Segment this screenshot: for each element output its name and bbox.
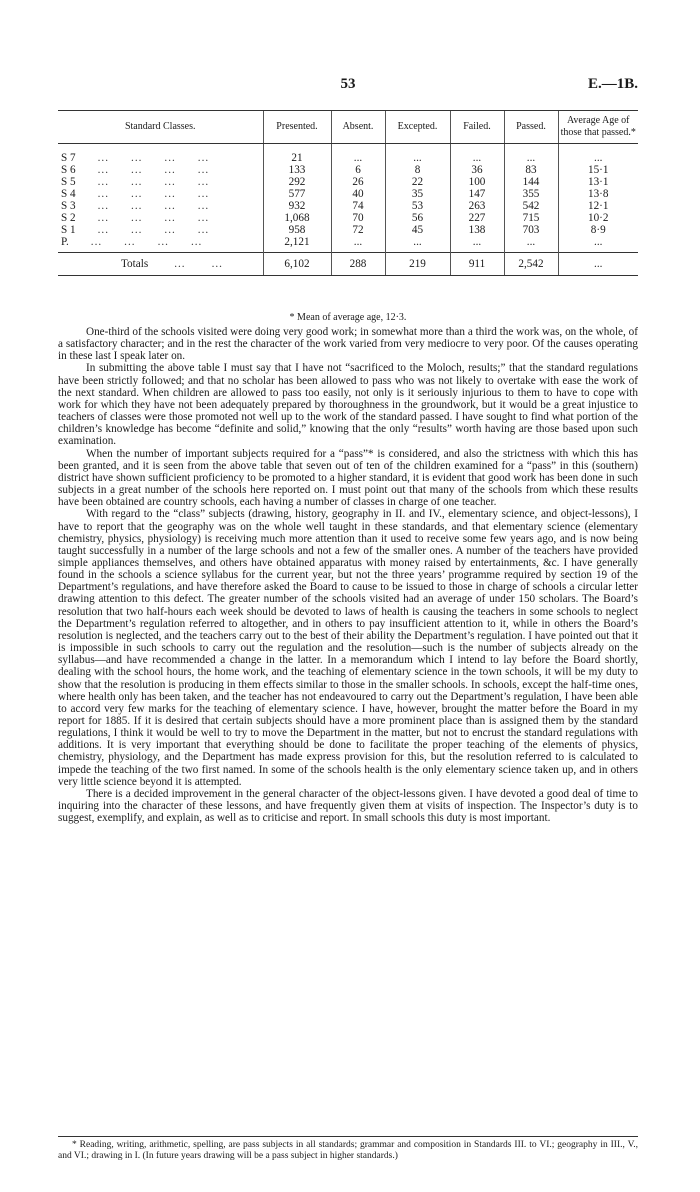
cell-absent: ... (331, 144, 385, 165)
col-header-passed: Passed. (504, 111, 558, 144)
leader-dots: ... (97, 164, 110, 176)
row-label: S 5 (61, 176, 76, 188)
cell-age: 12·1 (558, 200, 638, 212)
col-header-failed: Failed. (450, 111, 504, 144)
row-label: S 3 (61, 200, 76, 212)
cell-age: 8·9 (558, 224, 638, 236)
row-label: S 2 (61, 212, 76, 224)
leader-dots: ... (131, 200, 143, 212)
leader-dots: ... (97, 224, 110, 236)
cell-excepted: 219 (385, 253, 450, 276)
cell-passed: 703 (504, 224, 558, 236)
leader-dots: ... (90, 236, 103, 248)
cell-absent: 6 (331, 164, 385, 176)
cell-age: 13·1 (558, 176, 638, 188)
standard-classes-table (58, 110, 638, 276)
row-label: S 6 (61, 164, 76, 176)
leader-dots: ... (174, 258, 186, 270)
col-header-standard: Standard Classes. (58, 111, 263, 144)
leader-dots: ... (131, 152, 143, 164)
report-text (58, 326, 638, 824)
table-row (58, 188, 638, 200)
cell-passed: ... (504, 236, 558, 253)
cell-presented: 932 (263, 200, 331, 212)
row-label: P. (61, 236, 69, 248)
cell-presented: 958 (263, 224, 331, 236)
leader-dots: ... (164, 188, 176, 200)
col-header-excepted: Excepted. (385, 111, 450, 144)
leader-dots: ... (97, 212, 110, 224)
table-row (58, 164, 638, 176)
cell-failed: 911 (450, 253, 504, 276)
row-label: S 1 (61, 224, 76, 236)
paragraph: When the number of important subjects required for a “pass”* is considered, and also the strictness with which this has been granted, and it is seen from the above table that seven out of ten of the children examined for a “pass” in this (southern) district have shown sufficient proficiency to be promoted to a higher standard, it is evident that good work has been done in such subjects in a great number of the schools here reported on. I must point out that many of the schools from which these results have been obtained are country schools, each having a number of classes in charge of one teacher. (58, 447, 638, 509)
cell-age: 10·2 (558, 212, 638, 224)
cell-passed: 542 (504, 200, 558, 212)
table-note: * Mean of average age, 12·3. (289, 312, 407, 323)
leader-dots: ... (197, 164, 210, 176)
cell-failed: 36 (450, 164, 504, 176)
cell-absent: 288 (331, 253, 385, 276)
cell-absent: 40 (331, 188, 385, 200)
paragraph: One-third of the schools visited were doing very good work; in somewhat more than a third the work was, on the whole, of a satisfactory character; and in the rest the character of the work varied from very mediocre to very poor. Of the causes operating in these last I speak later on. (58, 326, 638, 363)
cell-age: 13·8 (558, 188, 638, 200)
cell-failed: ... (450, 236, 504, 253)
paragraph: In submitting the above table I must say that I have not “sacrificed to the Moloch, results;” that the standard regulations have been strictly followed; and that no scholar has been allowed to pass who was not likely to overtake with ease the work of the next standard. When children are allowed to pass too easily, not only is it seriously injurious to them to have to cope with work for which they have not been adequately prepared by thoroughness in the groundwork, but it would be a great injustice to teachers of classes were those promoted not well up to the work of the standard passed. I have sought to find what portion of the children’s knowledge has become “definite and solid,” knowing that the only “results” worth having are those based upon such examination. (58, 362, 638, 448)
leader-dots: ... (190, 236, 203, 248)
cell-absent: 72 (331, 224, 385, 236)
paragraph: There is a decided improvement in the general character of the object-lessons given. I have devoted a good deal of time to inquiring into the character of these lessons, and have frequently given them at visits of inspection. The Inspector’s duty is to suggest, exemplify, and explain, as well as to criticise and report. In small schools this duty is most important. (58, 787, 638, 825)
leader-dots: ... (197, 212, 210, 224)
cell-age: 15·1 (558, 164, 638, 176)
leader-dots: ... (97, 152, 110, 164)
cell-presented: 6,102 (263, 253, 331, 276)
leader-dots: ... (197, 200, 210, 212)
row-label: S 4 (61, 188, 76, 200)
leader-dots: ... (164, 224, 176, 236)
cell-presented: 1,068 (263, 212, 331, 224)
totals-row (58, 253, 638, 276)
footnote-text: * Reading, writing, arithmetic, spelling, are pass subjects in all standards; grammar and composition in Standards III. to VI.; geography in III., V., and VI.; drawing in I. (In future years drawing will be a pass subject in higher standards.) (58, 1140, 638, 1161)
cell-presented: 133 (263, 164, 331, 176)
cell-failed: 227 (450, 212, 504, 224)
row-label: Totals (121, 258, 149, 270)
leader-dots: ... (131, 212, 143, 224)
page-number: 53 (340, 76, 356, 92)
leader-dots: ... (97, 200, 110, 212)
leader-dots: ... (124, 236, 136, 248)
table-row (58, 144, 638, 165)
leader-dots: ... (164, 212, 176, 224)
cell-age: ... (558, 144, 638, 165)
leader-dots: ... (131, 224, 143, 236)
leader-dots: ... (157, 236, 169, 248)
table-header-row (58, 111, 638, 144)
leader-dots: ... (131, 176, 143, 188)
cell-failed: ... (450, 144, 504, 165)
table-row (58, 224, 638, 236)
cell-excepted: 53 (385, 200, 450, 212)
cell-passed: 83 (504, 164, 558, 176)
cell-age: ... (558, 253, 638, 276)
cell-failed: 138 (450, 224, 504, 236)
cell-absent: 26 (331, 176, 385, 188)
footnote (58, 1136, 638, 1162)
table-row (58, 212, 638, 224)
table-row (58, 176, 638, 188)
cell-excepted: 22 (385, 176, 450, 188)
series-code: E.—1B. (587, 76, 638, 92)
cell-excepted: 35 (385, 188, 450, 200)
cell-age: ... (558, 236, 638, 253)
leader-dots: ... (211, 258, 223, 270)
cell-absent: 74 (331, 200, 385, 212)
leader-dots: ... (197, 152, 210, 164)
cell-passed: 2,542 (504, 253, 558, 276)
leader-dots: ... (164, 176, 176, 188)
cell-failed: 263 (450, 200, 504, 212)
row-label: S 7 (61, 152, 76, 164)
leader-dots: ... (97, 176, 110, 188)
leader-dots: ... (197, 176, 210, 188)
leader-dots: ... (97, 188, 110, 200)
leader-dots: ... (197, 224, 210, 236)
leader-dots: ... (164, 152, 176, 164)
cell-excepted: 56 (385, 212, 450, 224)
cell-absent: ... (331, 236, 385, 253)
table-row (58, 236, 638, 253)
table-row (58, 200, 638, 212)
leader-dots: ... (131, 164, 143, 176)
cell-presented: 292 (263, 176, 331, 188)
leader-dots: ... (164, 200, 176, 212)
cell-excepted: 45 (385, 224, 450, 236)
col-header-presented: Presented. (263, 111, 331, 144)
cell-presented: 2,121 (263, 236, 331, 253)
cell-presented: 577 (263, 188, 331, 200)
cell-passed: ... (504, 144, 558, 165)
cell-presented: 21 (263, 144, 331, 165)
cell-passed: 144 (504, 176, 558, 188)
leader-dots: ... (131, 188, 143, 200)
col-header-absent: Absent. (331, 111, 385, 144)
paragraph: With regard to the “class” subjects (drawing, history, geography in II. and IV., elementary science, and object-lessons), I have to report that the geography was on the whole well taught in these standards, and that elementary science (elementary chemistry, physics, physiology) is receiving much more attention than it used to receive some few years ago, and is now being taught successfully in a number of the large schools and not a few of the smaller ones. A number of the teachers have provided simple appliances themselves, and others have obtained apparatus with money raised by entertainments, &c. I have generally found in the schools a science syllabus for the current year, but not the three years’ programme required by section 19 of the Department’s regulations, and have therefore asked the Board to cause to be issued to those in charge of schools a circular letter drawing attention to this defect. The greater number of the schools visited had an average of under 150 scholars. The Board’s resolution that two half-hours each week should be devoted to laws of health is causing the teachers in some schools to neglect the Department’s regulation referred to altogether, and in others to pay insufficient attention to it, while in others the Board’s resolution is neglected, and the teachers carry out to the best of their ability the Department’s regulation. I have pointed out that it is impossible in such schools to carry out the regulation and the resolution—such is the number of subjects already on the syllabus—and have recommended a change in the latter. In a memorandum which I intend to lay before the Board shortly, dealing with the school hours, the home work, and the teaching of elementary science in the town schools, it will be my duty to show that the resolution is producing in them effects similar to those in the smaller schools. In schools, except the half-time ones, where health only has been taken, and the teacher has not endeavoured to carry out the Department’s regulation, I have been able to accord very few marks for the teaching of elementary science. I have, however, brought the matter before the Board in my report for 1885. If it is desired that certain subjects should have a more prominent place than is assigned them by the standard regulations, I think it would be well to try to move the Department in the matter, but not to encrust the standard regulations with additions. It is very important that everything should be done to facilitate the proper teaching of the elements of physics, chemistry, physiology, and the Department has made express provision for this, but the resolution referred to is calculated to impede the teaching of the two first named. In some of the schools health is the only elementary science taken up, and in others very little science beyond it is attempted. (58, 508, 638, 788)
cell-failed: 147 (450, 188, 504, 200)
cell-passed: 355 (504, 188, 558, 200)
cell-passed: 715 (504, 212, 558, 224)
cell-excepted: 8 (385, 164, 450, 176)
cell-failed: 100 (450, 176, 504, 188)
cell-excepted: ... (385, 236, 450, 253)
leader-dots: ... (197, 188, 210, 200)
cell-excepted: ... (385, 144, 450, 165)
col-header-average-age: Average Age of those that passed.* (558, 111, 638, 144)
cell-absent: 70 (331, 212, 385, 224)
leader-dots: ... (164, 164, 176, 176)
